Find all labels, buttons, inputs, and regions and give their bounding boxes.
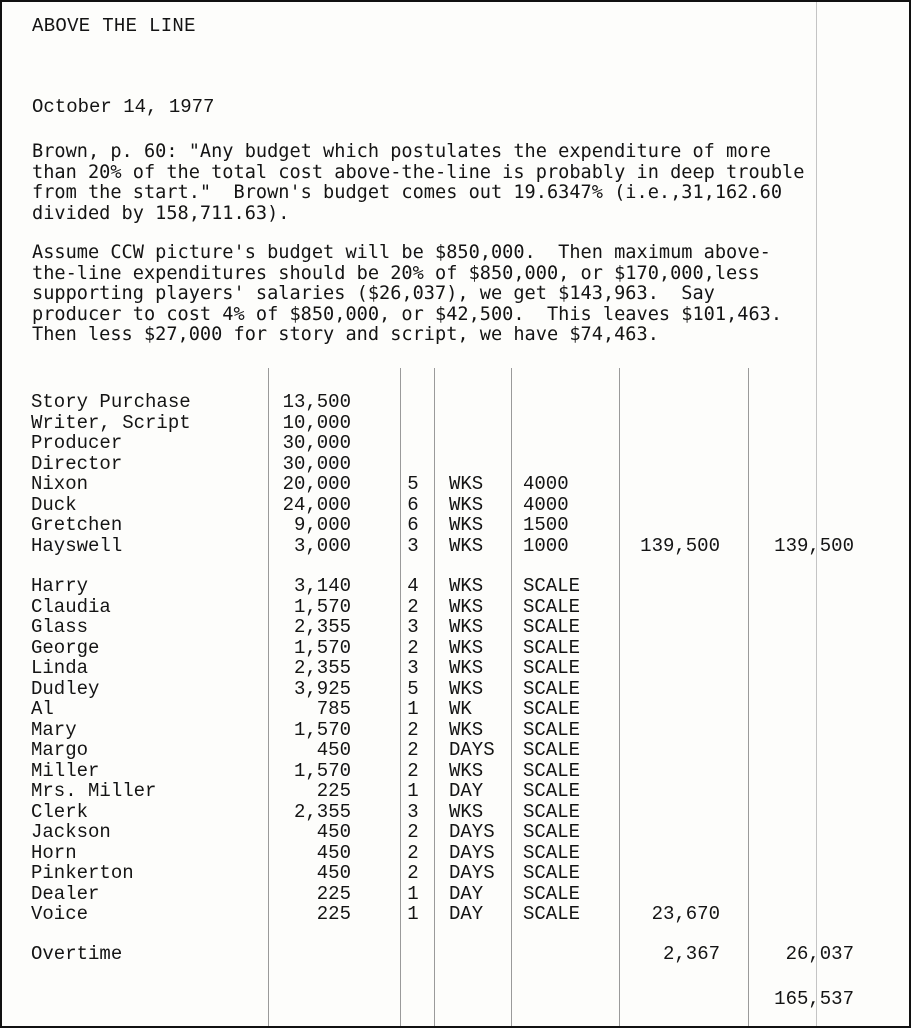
cell-name: Al (31, 698, 54, 720)
cell-n: 2 (407, 821, 419, 843)
cell-amount: 2,355 (293, 616, 351, 638)
cell-rate: SCALE (523, 575, 581, 597)
cell-n: 3 (407, 616, 419, 638)
cell-amount: 225 (316, 903, 351, 925)
cell-total: 165,537 (774, 988, 854, 1010)
cell-name: Glass (31, 616, 89, 638)
table-row (2, 495, 909, 516)
cell-total: 139,500 (774, 534, 854, 557)
table-row (2, 413, 909, 434)
table-row (2, 699, 909, 720)
cell-rate: 4000 (523, 493, 569, 516)
cell-unit: DAYS (449, 821, 495, 843)
cell-n: 3 (407, 657, 419, 679)
cell-unit: WKS (449, 800, 484, 823)
table-row (2, 597, 909, 618)
cell-subtotal: 139,500 (640, 534, 720, 557)
cell-name: Claudia (31, 595, 111, 618)
table-row (2, 515, 909, 536)
cell-unit: WKS (449, 575, 484, 597)
cell-unit: DAY (449, 882, 484, 905)
cell-n: 2 (407, 636, 419, 659)
cell-subtotal: 2,367 (662, 943, 720, 965)
table-row (2, 617, 909, 638)
cell-name: Duck (31, 493, 77, 516)
cell-rate: SCALE (523, 657, 581, 679)
table-row (2, 638, 909, 659)
cell-rate: SCALE (523, 780, 581, 802)
cell-name: Mary (31, 718, 77, 741)
cell-unit: DAYS (449, 862, 495, 884)
table-row (2, 802, 909, 823)
cell-rate: 1000 (523, 534, 569, 557)
cell-name: Hayswell (31, 534, 123, 557)
brown-quote-paragraph: Brown, p. 60: "Any budget which postulates the expenditure of more than 20% of the total cost above-the-line is probably in deep trouble from the start." Brown's budget comes out 19.6347% (i.e.,31,162.60 divided by 158,711.63). (32, 141, 805, 224)
cell-unit: DAY (449, 780, 484, 802)
cell-subtotal: 23,670 (651, 903, 720, 925)
cell-rate: SCALE (523, 841, 581, 864)
cell-name: Writer, Script (31, 411, 191, 434)
cell-amount: 9,000 (293, 514, 351, 536)
cell-amount: 450 (316, 862, 351, 884)
cell-n: 2 (407, 739, 419, 761)
cell-total: 26,037 (785, 943, 854, 965)
cell-n: 5 (407, 677, 419, 700)
cell-rate: 4000 (523, 473, 569, 495)
cell-name: Margo (31, 739, 89, 761)
cell-n: 4 (407, 575, 419, 597)
cell-amount: 2,355 (293, 657, 351, 679)
table-row (2, 989, 909, 1010)
cell-amount: 225 (316, 882, 351, 905)
cell-amount: 3,000 (293, 534, 351, 557)
document-title: ABOVE THE LINE (32, 15, 196, 37)
table-row (2, 740, 909, 761)
table-row (2, 658, 909, 679)
cell-rate: SCALE (523, 800, 581, 823)
assumption-paragraph: Assume CCW picture's budget will be $850,000. Then maximum above- the-line expenditures should be 20% of $850,000, or $170,000,less supporting players' salaries ($26,037), we get $143,963. Say producer to cost 4% of $850,000, or $42,500. This leaves $101,463. Then less $27,000 for story and script, we have $74,463. (32, 242, 783, 345)
table-row (2, 536, 909, 557)
table-row (2, 720, 909, 741)
cell-name: Mrs. Miller (31, 780, 157, 802)
cell-unit: WKS (449, 636, 484, 659)
table-row (2, 454, 909, 475)
table-row (2, 863, 909, 884)
cell-name: Clerk (31, 800, 89, 823)
cell-name: Gretchen (31, 514, 123, 536)
cell-unit: WKS (449, 718, 484, 741)
cell-unit: WK (449, 698, 472, 720)
cell-rate: SCALE (523, 677, 581, 700)
cell-amount: 450 (316, 739, 351, 761)
cell-name: Pinkerton (31, 862, 134, 884)
cell-n: 1 (407, 698, 419, 720)
cell-unit: WKS (449, 534, 484, 557)
cell-unit: WKS (449, 616, 484, 638)
cell-amount: 13,500 (282, 391, 351, 413)
cell-unit: DAYS (449, 841, 495, 864)
cell-n: 6 (407, 493, 419, 516)
cell-rate: SCALE (523, 862, 581, 884)
cell-amount: 450 (316, 841, 351, 864)
cell-name: Dudley (31, 677, 100, 700)
cell-rate: SCALE (523, 698, 581, 720)
cell-n: 2 (407, 718, 419, 741)
cell-rate: SCALE (523, 739, 581, 761)
table-row (2, 781, 909, 802)
cell-unit: WKS (449, 493, 484, 516)
table-row (2, 944, 909, 965)
cell-amount: 30,000 (282, 452, 351, 475)
cell-rate: 1500 (523, 514, 569, 536)
cell-name: Overtime (31, 943, 123, 965)
table-row (2, 904, 909, 925)
cell-n: 6 (407, 514, 419, 536)
cell-unit: WKS (449, 759, 484, 782)
cell-amount: 30,000 (282, 432, 351, 454)
cell-rate: SCALE (523, 595, 581, 618)
cell-rate: SCALE (523, 903, 581, 925)
cell-amount: 450 (316, 821, 351, 843)
cell-amount: 20,000 (282, 473, 351, 495)
cell-name: Jackson (31, 821, 111, 843)
table-row (2, 843, 909, 864)
cell-n: 2 (407, 759, 419, 782)
cell-n: 2 (407, 841, 419, 864)
cell-rate: SCALE (523, 882, 581, 905)
cell-n: 2 (407, 862, 419, 884)
cell-name: Harry (31, 575, 89, 597)
cell-amount: 1,570 (293, 759, 351, 782)
cell-amount: 225 (316, 780, 351, 802)
cell-name: Nixon (31, 473, 89, 495)
table-row (2, 474, 909, 495)
cell-n: 3 (407, 800, 419, 823)
cell-amount: 1,570 (293, 718, 351, 741)
cell-n: 2 (407, 595, 419, 618)
cell-rate: SCALE (523, 718, 581, 741)
cell-n: 3 (407, 534, 419, 557)
cell-unit: DAYS (449, 739, 495, 761)
cell-name: Horn (31, 841, 77, 864)
cell-amount: 3,925 (293, 677, 351, 700)
cell-unit: WKS (449, 514, 484, 536)
table-row (2, 884, 909, 905)
table-row (2, 433, 909, 454)
cell-name: Voice (31, 903, 89, 925)
cell-amount: 785 (316, 698, 351, 720)
cell-rate: SCALE (523, 759, 581, 782)
cell-n: 1 (407, 903, 419, 925)
document-date: October 14, 1977 (32, 96, 215, 118)
cell-unit: WKS (449, 473, 484, 495)
cell-name: Producer (31, 432, 123, 454)
table-row (2, 392, 909, 413)
cell-name: Director (31, 452, 123, 475)
cell-name: Story Purchase (31, 391, 191, 413)
cell-amount: 24,000 (282, 493, 351, 516)
cell-name: Dealer (31, 882, 100, 905)
table-row (2, 679, 909, 700)
cell-name: Linda (31, 657, 89, 679)
cell-n: 1 (407, 780, 419, 802)
cell-unit: WKS (449, 677, 484, 700)
cell-rate: SCALE (523, 636, 581, 659)
cell-amount: 2,355 (293, 800, 351, 823)
cell-amount: 10,000 (282, 411, 351, 434)
cell-unit: WKS (449, 595, 484, 618)
cell-name: George (31, 636, 100, 659)
table-row (2, 822, 909, 843)
cell-unit: DAY (449, 903, 484, 925)
table-row (2, 576, 909, 597)
cell-n: 1 (407, 882, 419, 905)
cell-rate: SCALE (523, 821, 581, 843)
table-row (2, 761, 909, 782)
cell-amount: 1,570 (293, 636, 351, 659)
cell-unit: WKS (449, 657, 484, 679)
cell-amount: 3,140 (293, 575, 351, 597)
cell-rate: SCALE (523, 616, 581, 638)
cell-amount: 1,570 (293, 595, 351, 618)
cell-name: Miller (31, 759, 100, 782)
cell-n: 5 (407, 473, 419, 495)
